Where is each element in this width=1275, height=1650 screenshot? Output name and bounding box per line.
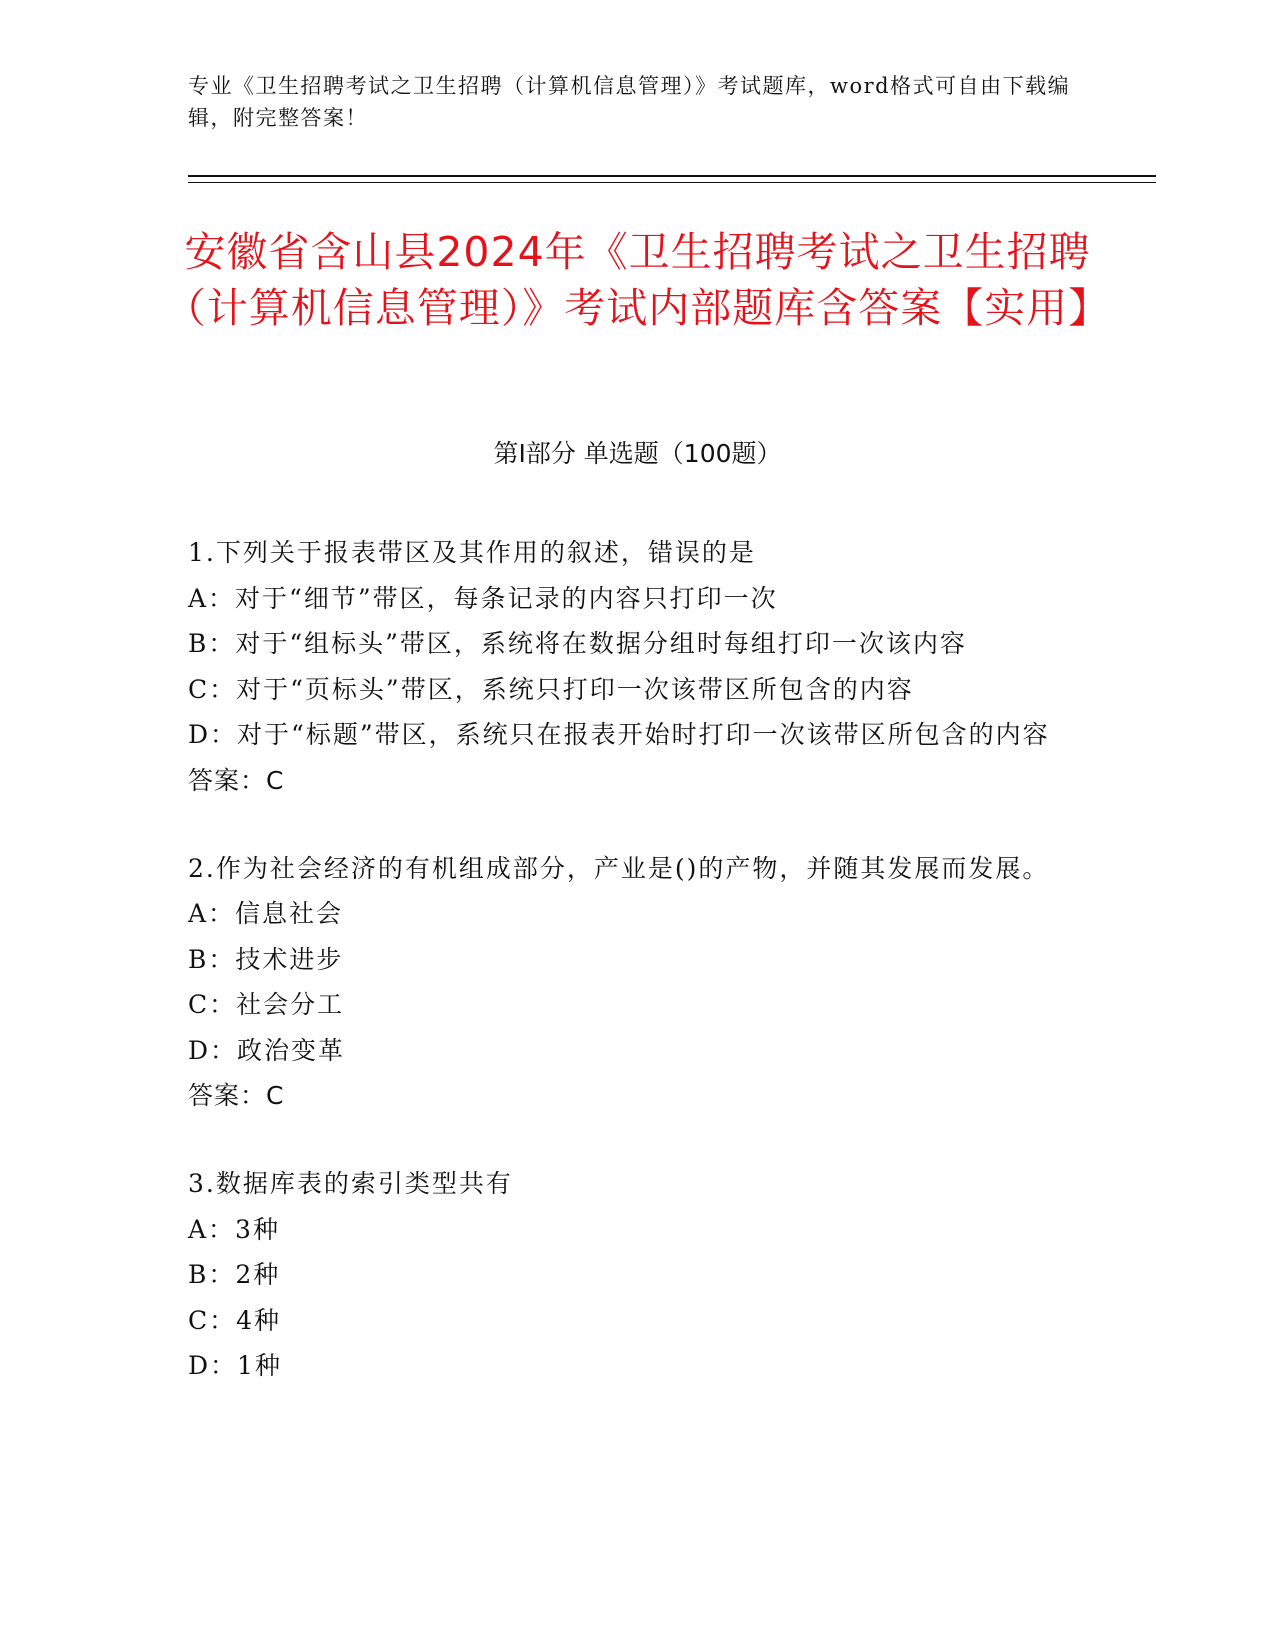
document-title: 安徽省含山县2024年《卫生招聘考试之卫生招聘（计算机信息管理）》考试内部题库含答案【实用】 <box>164 228 1111 332</box>
option-c: C：社会分工 <box>188 990 345 1019</box>
question-stem: 1.下列关于报表带区及其作用的叙述，错误的是 <box>188 538 756 567</box>
section-title: 第Ⅰ部分 单选题（100题） <box>493 439 782 468</box>
question-1 <box>188 530 1078 804</box>
option-c: C：4种 <box>188 1305 282 1335</box>
option-b: B：对于“组标头”带区，系统将在数据分组时每组打印一次该内容 <box>188 629 967 658</box>
header-rule-thick <box>188 175 1156 177</box>
question-2 <box>188 846 1078 1120</box>
header-note: 专业《卫生招聘考试之卫生招聘（计算机信息管理）》考试题库，word格式可自由下载编辑，附完整答案！ <box>188 74 1071 130</box>
option-d: D：政治变革 <box>188 1035 346 1065</box>
option-a: A：3种 <box>188 1214 280 1244</box>
answer: 答案：C <box>188 765 285 795</box>
answer: 答案：C <box>188 1081 285 1110</box>
option-a: A：信息社会 <box>188 899 344 928</box>
question-stem: 2.作为社会经济的有机组成部分，产业是()的产物，并随其发展而发展。 <box>188 853 1050 883</box>
option-a: A：对于“细节”带区，每条记录的内容只打印一次 <box>188 583 778 613</box>
option-d: D：对于“标题”带区，系统只在报表开始时打印一次该带区所包含的内容 <box>188 720 1050 749</box>
header-rule-thin <box>188 182 1156 183</box>
question-stem: 3.数据库表的索引类型共有 <box>188 1169 513 1198</box>
option-c: C：对于“页标头”带区，系统只打印一次该带区所包含的内容 <box>188 674 914 704</box>
question-3 <box>188 1161 1078 1389</box>
option-b: B：2种 <box>188 1260 281 1289</box>
option-b: B：技术进步 <box>188 944 344 974</box>
question-list <box>188 530 1078 1431</box>
option-d: D：1种 <box>188 1351 282 1380</box>
